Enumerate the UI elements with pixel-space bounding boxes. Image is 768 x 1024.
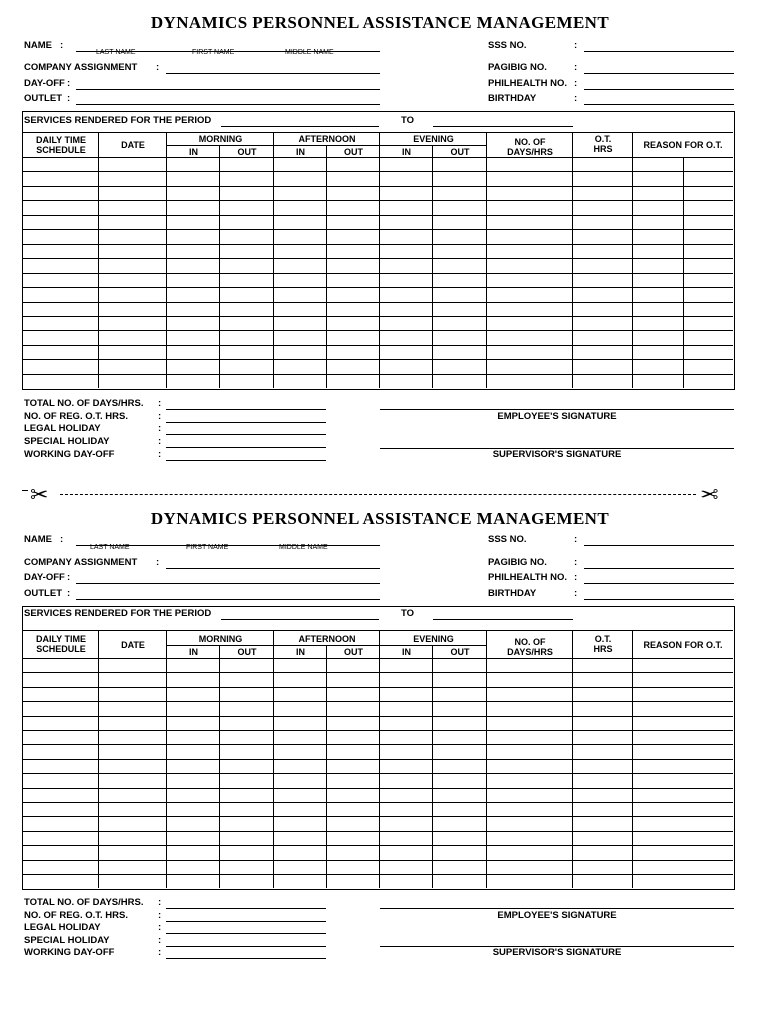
- working-day-off-label: WORKING DAY-OFF: [24, 947, 115, 958]
- employee-signature-label: EMPLOYEE'S SIGNATURE: [497, 411, 617, 422]
- header-ot-hrs: [573, 134, 633, 154]
- philhealth-no-label: PHILHEALTH NO.: [488, 78, 567, 89]
- colon: :: [67, 93, 71, 104]
- form-title: DYNAMICS PERSONNEL ASSISTANCE MANAGEMENT: [150, 509, 610, 528]
- working-day-off-field[interactable]: [166, 460, 326, 461]
- pagibig-no-label: PAGIBIG NO.: [488, 557, 547, 568]
- header-evening-out: OUT: [450, 147, 470, 157]
- employee-signature-label: EMPLOYEE'S SIGNATURE: [497, 910, 617, 921]
- table-row[interactable]: [23, 258, 733, 259]
- colon: :: [574, 78, 578, 89]
- colon: :: [574, 62, 578, 73]
- cut-line-start: [22, 490, 28, 491]
- services-period-label: SERVICES RENDERED FOR THE PERIOD: [24, 608, 212, 619]
- company-assignment-field[interactable]: [166, 568, 380, 569]
- services-period-label: SERVICES RENDERED FOR THE PERIOD: [24, 115, 212, 126]
- pagibig-no-field[interactable]: [584, 73, 734, 74]
- day-off-label: DAY-OFF: [24, 78, 65, 89]
- day-off-field[interactable]: [76, 89, 380, 90]
- header-afternoon: AFTERNOON: [298, 134, 356, 144]
- colon: :: [67, 572, 71, 583]
- outlet-label: OUTLET: [24, 93, 62, 104]
- colon: :: [158, 411, 162, 422]
- table-row[interactable]: [23, 701, 733, 702]
- header-date: DATE: [121, 140, 145, 150]
- time-table: [22, 606, 735, 890]
- table-row[interactable]: [23, 345, 733, 346]
- colon: :: [67, 588, 71, 599]
- header-morning-in: IN: [189, 147, 198, 157]
- table-row[interactable]: [23, 860, 733, 861]
- divider: [167, 145, 487, 146]
- colon: :: [156, 62, 160, 73]
- supervisor-signature-label: SUPERVISOR'S SIGNATURE: [492, 449, 622, 460]
- colon: :: [158, 922, 162, 933]
- reg-ot-field[interactable]: [166, 921, 326, 922]
- header-daily-time-schedule-text: DAILY TIME SCHEDULE: [35, 135, 86, 155]
- table-row[interactable]: [23, 744, 733, 745]
- outlet-label: OUTLET: [24, 588, 62, 599]
- colon: :: [574, 588, 578, 599]
- divider: [326, 645, 327, 888]
- colon: :: [158, 935, 162, 946]
- header-afternoon-in: IN: [296, 647, 305, 657]
- last-name-caption: LAST NAME: [96, 49, 136, 56]
- outlet-field[interactable]: [76, 104, 380, 105]
- table-row[interactable]: [23, 672, 733, 673]
- header-no-of-days-text: NO. OF DAYS/HRS: [507, 637, 553, 657]
- scissors-icon: ✂: [700, 482, 719, 507]
- total-days-label: TOTAL NO. OF DAYS/HRS.: [24, 897, 144, 908]
- table-row[interactable]: [23, 215, 733, 216]
- table-row[interactable]: [23, 302, 733, 303]
- header-morning: MORNING: [198, 634, 243, 644]
- colon: :: [67, 78, 71, 89]
- table-row[interactable]: [23, 186, 733, 187]
- name-label: NAME: [24, 534, 52, 545]
- legal-holiday-label: LEGAL HOLIDAY: [24, 922, 101, 933]
- pagibig-no-label: PAGIBIG NO.: [488, 62, 547, 73]
- legal-holiday-field[interactable]: [166, 933, 326, 934]
- header-daily-time-schedule: [23, 634, 99, 654]
- colon: :: [156, 557, 160, 568]
- sss-no-field[interactable]: [584, 545, 734, 546]
- table-row[interactable]: [23, 687, 733, 688]
- divider: [219, 145, 220, 388]
- table-row[interactable]: [23, 788, 733, 789]
- scissors-icon: ✂: [30, 482, 49, 507]
- period-from-field[interactable]: [221, 619, 379, 620]
- table-row[interactable]: [23, 831, 733, 832]
- header-evening-in: IN: [402, 647, 411, 657]
- legal-holiday-field[interactable]: [166, 434, 326, 435]
- legal-holiday-label: LEGAL HOLIDAY: [24, 423, 101, 434]
- philhealth-no-label: PHILHEALTH NO.: [488, 572, 567, 583]
- colon: :: [574, 40, 578, 51]
- table-row[interactable]: [23, 845, 733, 846]
- table-row[interactable]: [23, 802, 733, 803]
- period-to-field[interactable]: [433, 619, 573, 620]
- header-date: DATE: [121, 640, 145, 650]
- special-holiday-label: SPECIAL HOLIDAY: [24, 935, 110, 946]
- birthday-field[interactable]: [584, 599, 734, 600]
- colon: :: [158, 947, 162, 958]
- header-evening: EVENING: [413, 134, 454, 144]
- table-row[interactable]: [23, 816, 733, 817]
- header-reason-for-ot: REASON FOR O.T.: [643, 140, 723, 150]
- header-afternoon: AFTERNOON: [298, 634, 356, 644]
- header-reason-for-ot: REASON FOR O.T.: [643, 640, 723, 650]
- first-name-caption: FIRST NAME: [186, 544, 229, 551]
- employee-signature-line[interactable]: [380, 908, 734, 909]
- pagibig-no-field[interactable]: [584, 568, 734, 569]
- colon: :: [574, 93, 578, 104]
- table-row[interactable]: [23, 330, 733, 331]
- header-ot-hrs: [573, 634, 633, 654]
- day-off-label: DAY-OFF: [24, 572, 65, 583]
- table-row[interactable]: [23, 374, 733, 375]
- reg-ot-label: NO. OF REG. O.T. HRS.: [24, 910, 128, 921]
- table-row[interactable]: [23, 730, 733, 731]
- company-assignment-label: COMPANY ASSIGNMENT: [24, 62, 138, 73]
- header-no-of-days: [487, 137, 573, 157]
- company-assignment-field[interactable]: [166, 73, 380, 74]
- total-days-field[interactable]: [166, 908, 326, 909]
- header-morning-in: IN: [189, 647, 198, 657]
- employee-signature-line[interactable]: [380, 409, 734, 410]
- middle-name-caption: MIDDLE NAME: [285, 49, 334, 56]
- divider: [432, 145, 433, 388]
- table-row[interactable]: [23, 273, 733, 274]
- colon: :: [158, 436, 162, 447]
- philhealth-no-field[interactable]: [584, 583, 734, 584]
- table-row[interactable]: [23, 229, 733, 230]
- first-name-caption: FIRST NAME: [192, 49, 235, 56]
- supervisor-signature-label: SUPERVISOR'S SIGNATURE: [492, 947, 622, 958]
- total-days-field[interactable]: [166, 409, 326, 410]
- outlet-field[interactable]: [76, 599, 380, 600]
- divider: [23, 658, 733, 659]
- birthday-field[interactable]: [584, 104, 734, 105]
- birthday-label: BIRTHDAY: [488, 588, 537, 599]
- day-off-field[interactable]: [76, 583, 380, 584]
- header-evening: EVENING: [413, 634, 454, 644]
- colon: :: [158, 897, 162, 908]
- header-no-of-days: [487, 637, 573, 657]
- table-row[interactable]: [23, 316, 733, 317]
- period-to-label: TO: [401, 115, 415, 126]
- reg-ot-label: NO. OF REG. O.T. HRS.: [24, 411, 128, 422]
- cut-line: [60, 494, 696, 495]
- middle-name-caption: MIDDLE NAME: [279, 544, 328, 551]
- table-row[interactable]: [23, 759, 733, 760]
- special-holiday-field[interactable]: [166, 946, 326, 947]
- colon: :: [574, 572, 578, 583]
- header-daily-time-schedule: [23, 135, 99, 155]
- colon: :: [158, 423, 162, 434]
- divider: [167, 645, 487, 646]
- sss-no-label: SSS NO.: [488, 534, 527, 545]
- table-row[interactable]: [23, 244, 733, 245]
- header-ot-hrs-text: O.T. HRS: [593, 134, 613, 154]
- last-name-caption: LAST NAME: [90, 544, 130, 551]
- philhealth-no-field[interactable]: [584, 89, 734, 90]
- company-assignment-label: COMPANY ASSIGNMENT: [24, 557, 138, 568]
- divider: [23, 132, 733, 133]
- working-day-off-field[interactable]: [166, 958, 326, 959]
- period-to-label: TO: [401, 608, 415, 619]
- header-morning-out: OUT: [237, 147, 257, 157]
- table-row[interactable]: [23, 287, 733, 288]
- header-no-of-days-text: NO. OF DAYS/HRS: [507, 137, 553, 157]
- divider: [432, 645, 433, 888]
- table-row[interactable]: [23, 773, 733, 774]
- header-morning-out: OUT: [237, 647, 257, 657]
- header-ot-hrs-text: O.T. HRS: [593, 634, 613, 654]
- total-days-label: TOTAL NO. OF DAYS/HRS.: [24, 398, 144, 409]
- colon: :: [158, 910, 162, 921]
- table-row[interactable]: [23, 716, 733, 717]
- colon: :: [158, 449, 162, 460]
- sss-no-label: SSS NO.: [488, 40, 527, 51]
- period-to-field[interactable]: [433, 126, 573, 127]
- table-row[interactable]: [23, 874, 733, 875]
- colon: :: [60, 534, 64, 545]
- time-table: [22, 111, 735, 390]
- header-afternoon-out: OUT: [344, 147, 363, 157]
- birthday-label: BIRTHDAY: [488, 93, 537, 104]
- colon: :: [574, 557, 578, 568]
- reg-ot-field[interactable]: [166, 422, 326, 423]
- colon: :: [574, 534, 578, 545]
- header-afternoon-in: IN: [296, 147, 305, 157]
- special-holiday-field[interactable]: [166, 447, 326, 448]
- header-morning: MORNING: [198, 134, 243, 144]
- divider: [23, 157, 733, 158]
- special-holiday-label: SPECIAL HOLIDAY: [24, 436, 110, 447]
- divider: [23, 630, 733, 631]
- table-row[interactable]: [23, 171, 733, 172]
- header-daily-time-schedule-text: DAILY TIME SCHEDULE: [35, 634, 86, 654]
- divider: [219, 645, 220, 888]
- sss-no-field[interactable]: [584, 51, 734, 52]
- header-afternoon-out: OUT: [344, 647, 363, 657]
- working-day-off-label: WORKING DAY-OFF: [24, 449, 115, 460]
- name-label: NAME: [24, 40, 52, 51]
- colon: :: [60, 40, 64, 51]
- table-row[interactable]: [23, 359, 733, 360]
- table-row[interactable]: [23, 200, 733, 201]
- header-evening-in: IN: [402, 147, 411, 157]
- colon: :: [158, 398, 162, 409]
- divider: [326, 145, 327, 388]
- period-from-field[interactable]: [221, 126, 379, 127]
- form-title: DYNAMICS PERSONNEL ASSISTANCE MANAGEMENT: [150, 13, 610, 32]
- header-evening-out: OUT: [450, 647, 470, 657]
